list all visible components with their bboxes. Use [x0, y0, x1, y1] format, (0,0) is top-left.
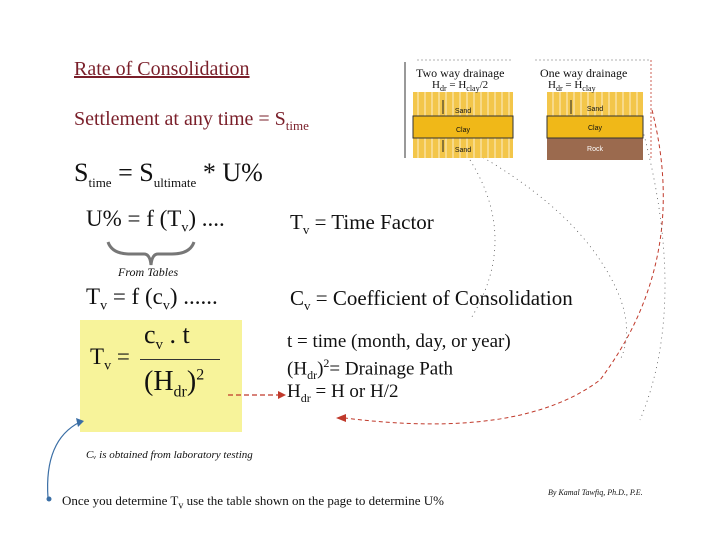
two-way-layer-clay: Clay: [455, 127, 470, 134]
two-way-layer-sand-bottom: Sand: [454, 147, 472, 154]
formula-denominator: $(H_{dr})^2$: [144, 366, 205, 401]
time-definition: t = time (month, day, or year): [287, 331, 511, 352]
settlement-label: Settlement at any time = $S_{time}$: [74, 108, 309, 133]
two-way-drainage-title: Two way drainage: [416, 66, 505, 80]
one-way-layer-sand: Sand: [586, 106, 604, 113]
author-credit: By Kamal Tawfiq, Ph.D., P.E.: [548, 488, 643, 497]
formula-numerator: $c_v$ . t: [144, 320, 190, 354]
cv-definition: $C_v$ = Coefficient of Consolidation: [290, 286, 573, 314]
u-percent-equation: U% = f $(T_v)$ ....: [86, 206, 225, 236]
lab-testing-note: Cᵥ is obtained from laboratory testing: [86, 449, 253, 461]
stime-equation: $S_{time} = S_{ultimate} * U\%$: [74, 158, 263, 191]
one-way-layer-rock: Rock: [587, 146, 603, 153]
blue-arrow-head: [76, 418, 84, 427]
dotted-guide-2: [470, 160, 495, 320]
bottom-instruction-note: Once you determine $T_v$ use the table shown on the page to determine U%: [62, 493, 445, 512]
drainage-path-definition: $(H_{dr})^2=$ Drainage Path: [287, 356, 454, 383]
time-factor-definition: $T_v$ = Time Factor: [290, 210, 434, 238]
blue-dot-icon: [47, 497, 52, 502]
two-way-layer-sand-top: Sand: [454, 108, 472, 115]
tv-function-equation: $T_v = f$ $(c_v)$ ......: [86, 284, 218, 314]
one-way-drainage-eq: $H_{dr} = H_{clay}$: [548, 79, 596, 94]
one-way-layer-clay: Clay: [587, 125, 602, 132]
red-arrow-head: [336, 414, 346, 422]
dotted-guide-1: [470, 150, 627, 360]
hdr-definition: $H_{dr} = H$ or H/2: [287, 381, 399, 405]
blue-curve-arrow: [48, 422, 80, 498]
from-tables-label: From Tables: [118, 265, 179, 279]
page-title: Rate of Consolidation: [74, 58, 250, 80]
formula-lhs: $T_v$ =: [90, 344, 130, 374]
one-way-drainage-title: One way drainage: [540, 66, 628, 80]
two-way-drainage-eq: $H_{dr} = H_{clay}/2$: [432, 79, 489, 94]
dotted-guide-3: [640, 120, 665, 420]
formula-arrow-head: [278, 391, 286, 399]
